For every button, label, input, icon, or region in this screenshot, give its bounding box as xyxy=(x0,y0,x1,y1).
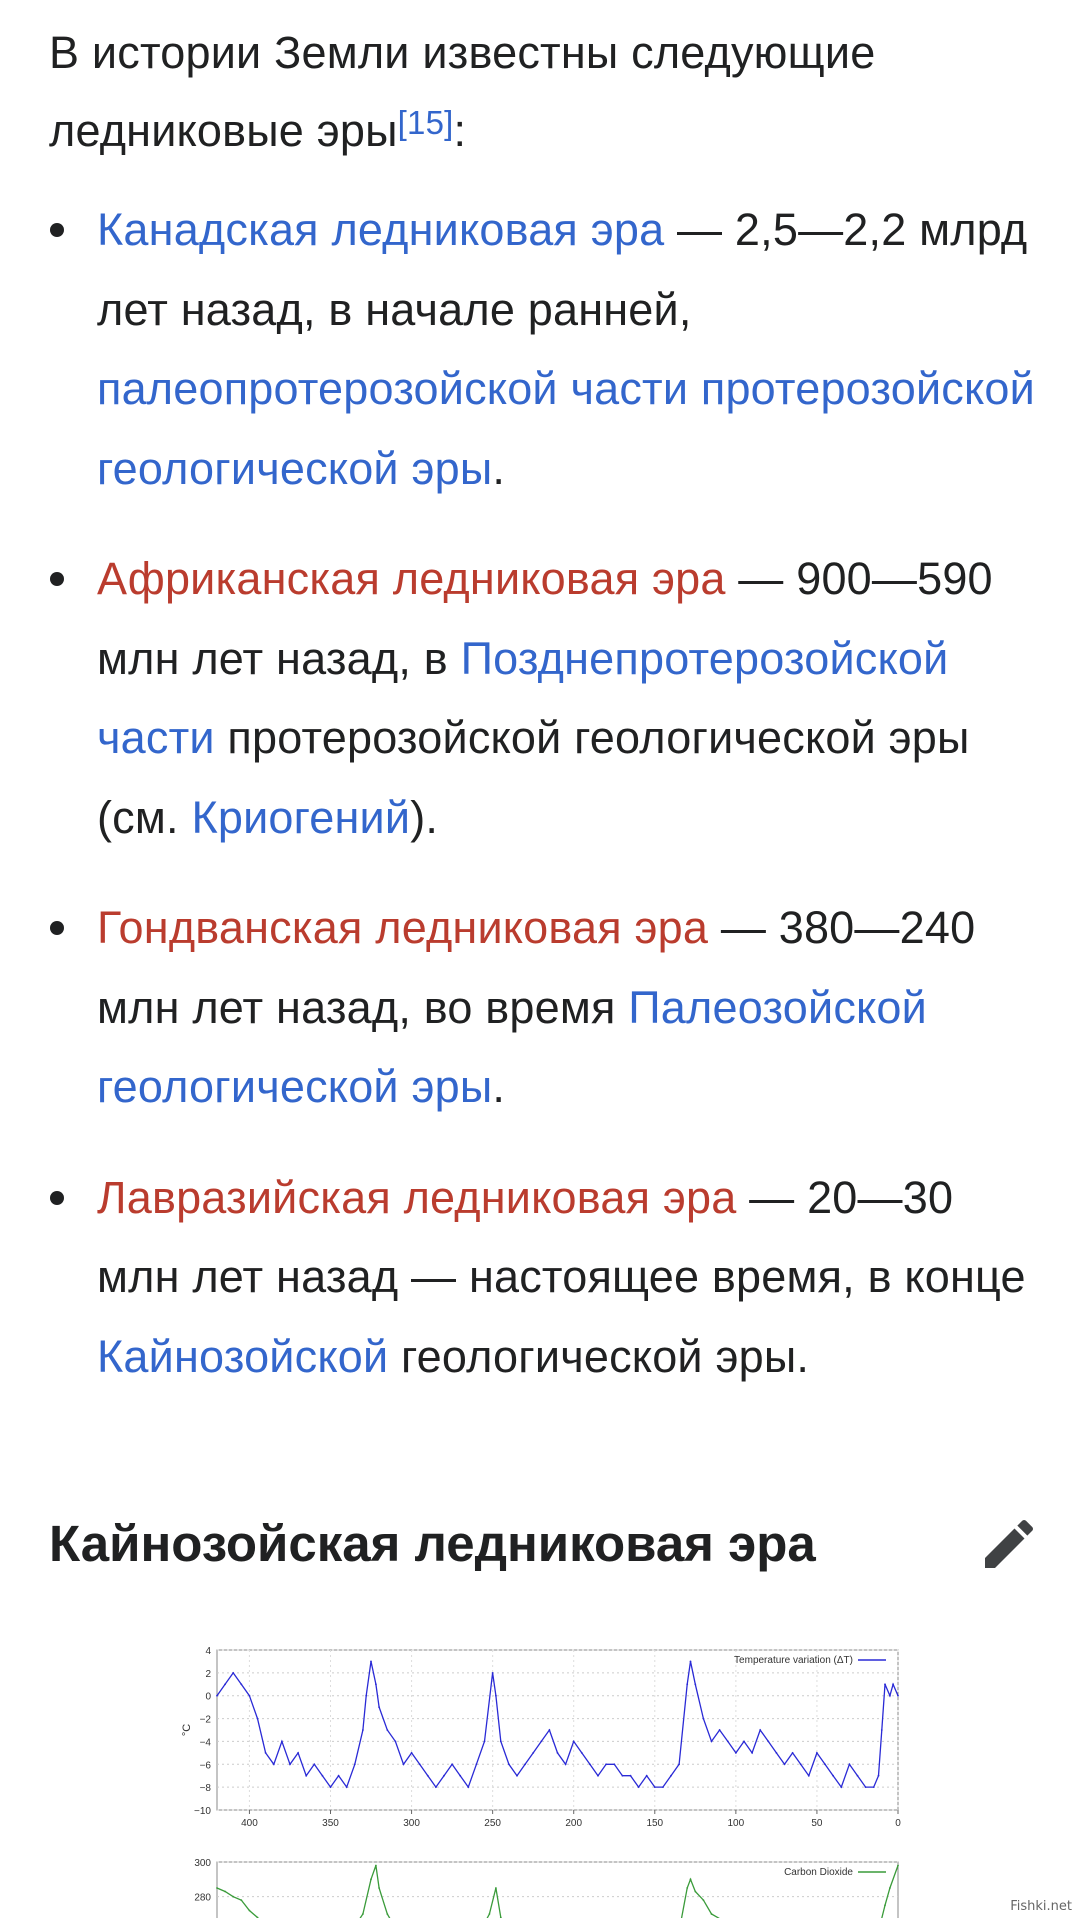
data-point xyxy=(524,1763,526,1765)
cryogenian-link[interactable]: Криогений xyxy=(191,791,411,843)
data-point xyxy=(816,1752,818,1754)
data-point xyxy=(776,1752,778,1754)
chart-svg xyxy=(160,1640,920,1918)
data-point xyxy=(354,1763,356,1765)
legend-label: Temperature variation (ΔT) xyxy=(734,1655,853,1666)
data-point xyxy=(289,1763,291,1765)
x-tick-label: 200 xyxy=(565,1818,583,1829)
data-point xyxy=(375,1683,377,1685)
y-tick-label: 0 xyxy=(205,1691,211,1703)
section-title: Кайнозойская ледниковая эра xyxy=(49,1515,816,1572)
data-point xyxy=(427,1775,429,1777)
data-point xyxy=(759,1729,761,1731)
data-point xyxy=(386,1913,388,1915)
data-point xyxy=(224,1683,226,1685)
data-point xyxy=(884,1683,886,1685)
data-point xyxy=(443,1775,445,1777)
legend-label: Carbon Dioxide xyxy=(784,1867,853,1878)
data-point xyxy=(784,1763,786,1765)
x-tick-label: 250 xyxy=(484,1818,501,1829)
data-point xyxy=(489,1913,491,1915)
y-tick-label: −6 xyxy=(199,1760,211,1772)
data-point xyxy=(467,1786,469,1788)
data-point xyxy=(395,1741,397,1743)
data-point xyxy=(881,1729,883,1731)
data-point xyxy=(711,1913,713,1915)
data-point xyxy=(605,1763,607,1765)
y-tick-label: 2 xyxy=(205,1668,211,1680)
data-point xyxy=(451,1763,453,1765)
data-point xyxy=(573,1741,575,1743)
data-point xyxy=(897,1695,899,1697)
data-point xyxy=(873,1786,875,1788)
list-item xyxy=(49,539,1039,857)
watermark: Fishki.net xyxy=(1010,1899,1072,1914)
data-point xyxy=(884,1904,886,1906)
data-point xyxy=(249,1910,251,1912)
y-tick-label: 300 xyxy=(194,1858,211,1869)
data-point xyxy=(597,1775,599,1777)
data-point xyxy=(459,1775,461,1777)
data-point xyxy=(630,1775,632,1777)
data-point xyxy=(690,1878,692,1880)
data-point xyxy=(403,1763,405,1765)
data-point xyxy=(678,1763,680,1765)
data-point xyxy=(378,1706,380,1708)
data-point xyxy=(495,1887,497,1889)
list-item xyxy=(49,1158,1039,1397)
data-point xyxy=(224,1891,226,1893)
data-point xyxy=(370,1661,372,1663)
era-text-tail: геологической эры. xyxy=(388,1330,810,1382)
data-point xyxy=(849,1763,851,1765)
era-text-tail: ). xyxy=(410,791,439,843)
era-text-tail: . xyxy=(492,1061,506,1112)
x-tick-label: 0 xyxy=(895,1818,901,1829)
data-point xyxy=(727,1741,729,1743)
data-point xyxy=(622,1775,624,1777)
data-point xyxy=(686,1683,688,1685)
data-point xyxy=(273,1763,275,1765)
y-tick-label: −2 xyxy=(199,1714,211,1726)
data-point xyxy=(346,1786,348,1788)
data-point xyxy=(484,1741,486,1743)
data-point xyxy=(495,1695,497,1697)
data-point xyxy=(840,1786,842,1788)
x-tick-label: 50 xyxy=(811,1818,823,1829)
data-point xyxy=(540,1741,542,1743)
article-content xyxy=(49,14,1039,1427)
era-text-mid: протерозойской геологической эры (см. xyxy=(97,712,970,843)
data-point xyxy=(832,1775,834,1777)
data-point xyxy=(386,1729,388,1731)
chart-figure[interactable] xyxy=(160,1640,920,1918)
data-point xyxy=(435,1786,437,1788)
data-point xyxy=(216,1887,218,1889)
data-point xyxy=(216,1695,218,1697)
bullet-icon xyxy=(50,223,64,237)
data-point xyxy=(305,1775,307,1777)
data-point xyxy=(613,1763,615,1765)
data-point xyxy=(565,1763,567,1765)
data-point xyxy=(800,1763,802,1765)
data-point xyxy=(411,1752,413,1754)
plot-frame xyxy=(217,1650,898,1810)
era-text: — 380—240 млн лет назад, во время xyxy=(97,902,976,1033)
x-tick-label: 400 xyxy=(241,1818,258,1829)
era-link-african[interactable]: Африканская ледниковая эра xyxy=(97,553,726,604)
data-point xyxy=(694,1683,696,1685)
x-tick-label: 100 xyxy=(727,1818,745,1829)
data-point xyxy=(516,1775,518,1777)
bullet-icon xyxy=(50,921,64,935)
data-point xyxy=(878,1775,880,1777)
pencil-icon[interactable] xyxy=(977,1512,1041,1576)
data-point xyxy=(686,1887,688,1889)
list-item xyxy=(49,888,1039,1127)
data-point xyxy=(654,1786,656,1788)
data-point xyxy=(897,1865,899,1867)
data-point xyxy=(808,1775,810,1777)
intro-colon: : xyxy=(453,105,467,156)
series-line-temperature xyxy=(217,1661,898,1787)
data-point xyxy=(735,1752,737,1754)
y-tick-label: −4 xyxy=(199,1737,211,1749)
y-tick-label: −10 xyxy=(194,1806,211,1817)
bullet-icon xyxy=(50,572,64,586)
data-point xyxy=(589,1763,591,1765)
data-point xyxy=(508,1763,510,1765)
data-point xyxy=(743,1741,745,1743)
era-link-canadian[interactable]: Канадская ледниковая эра xyxy=(97,204,665,255)
data-point xyxy=(690,1661,692,1663)
data-point xyxy=(232,1672,234,1674)
y-tick-label: −8 xyxy=(199,1783,211,1795)
data-point xyxy=(249,1695,251,1697)
data-point xyxy=(362,1913,364,1915)
data-point xyxy=(638,1786,640,1788)
data-point xyxy=(330,1786,332,1788)
data-point xyxy=(375,1865,377,1867)
data-point xyxy=(662,1786,664,1788)
list-item xyxy=(49,190,1039,508)
data-point xyxy=(670,1775,672,1777)
era-period-link[interactable]: Позднепротерозойской части xyxy=(97,632,949,763)
data-point xyxy=(419,1763,421,1765)
x-tick-label: 350 xyxy=(322,1818,339,1829)
data-point xyxy=(500,1741,502,1743)
glacial-eras-list xyxy=(49,190,1039,1396)
data-point xyxy=(281,1741,283,1743)
data-point xyxy=(751,1752,753,1754)
data-point xyxy=(240,1683,242,1685)
data-point xyxy=(646,1775,648,1777)
data-point xyxy=(703,1899,705,1901)
data-point xyxy=(792,1752,794,1754)
era-period-link[interactable]: палеопротерозойской части протерозойской геологической эры xyxy=(97,363,1035,494)
data-point xyxy=(694,1891,696,1893)
data-point xyxy=(557,1752,559,1754)
data-point xyxy=(889,1695,891,1697)
data-point xyxy=(892,1683,894,1685)
data-point xyxy=(240,1899,242,1901)
data-point xyxy=(378,1887,380,1889)
data-point xyxy=(338,1775,340,1777)
data-point xyxy=(719,1729,721,1731)
data-point xyxy=(711,1741,713,1743)
data-point xyxy=(476,1763,478,1765)
data-point xyxy=(370,1878,372,1880)
data-point xyxy=(265,1752,267,1754)
data-point xyxy=(257,1718,259,1720)
era-text: — 20—30 млн лет назад — настоящее время, в конце xyxy=(97,1171,1026,1302)
data-point xyxy=(581,1752,583,1754)
era-link-laurasian[interactable]: Лавразийская ледниковая эра xyxy=(97,1171,737,1223)
y-tick-label: 4 xyxy=(205,1646,211,1657)
era-text: — 900—590 млн лет назад, в xyxy=(97,553,993,684)
era-period-link[interactable]: Палеозойской геологической эры xyxy=(97,981,927,1112)
era-text-tail: . xyxy=(492,442,506,494)
data-point xyxy=(365,1695,367,1697)
data-point xyxy=(313,1763,315,1765)
data-point xyxy=(703,1718,705,1720)
data-point xyxy=(824,1763,826,1765)
data-point xyxy=(889,1887,891,1889)
data-point xyxy=(362,1729,364,1731)
data-point xyxy=(767,1741,769,1743)
data-point xyxy=(232,1896,234,1898)
data-point xyxy=(492,1672,494,1674)
data-point xyxy=(857,1775,859,1777)
y-tick-label: 280 xyxy=(194,1892,211,1904)
section-header xyxy=(49,1504,1039,1584)
era-link-gondwana[interactable]: Гондванская ледниковая эра xyxy=(97,902,709,953)
reference-link[interactable]: [15] xyxy=(397,104,454,141)
intro-text: В истории Земли известны следующие ледниковые эры xyxy=(49,27,876,156)
bullet-icon xyxy=(50,1191,64,1205)
data-point xyxy=(549,1729,551,1731)
data-point xyxy=(297,1752,299,1754)
era-period-link[interactable]: Кайнозойской xyxy=(97,1330,389,1382)
x-tick-label: 300 xyxy=(403,1818,420,1829)
data-point xyxy=(322,1775,324,1777)
x-tick-label: 150 xyxy=(646,1818,664,1829)
era-text: — 2,5—2,2 млрд лет назад, в начале ранней, xyxy=(97,204,1028,335)
data-point xyxy=(532,1752,534,1754)
y-axis-label: °C xyxy=(181,1723,193,1737)
data-point xyxy=(865,1786,867,1788)
intro-paragraph xyxy=(49,14,1039,170)
